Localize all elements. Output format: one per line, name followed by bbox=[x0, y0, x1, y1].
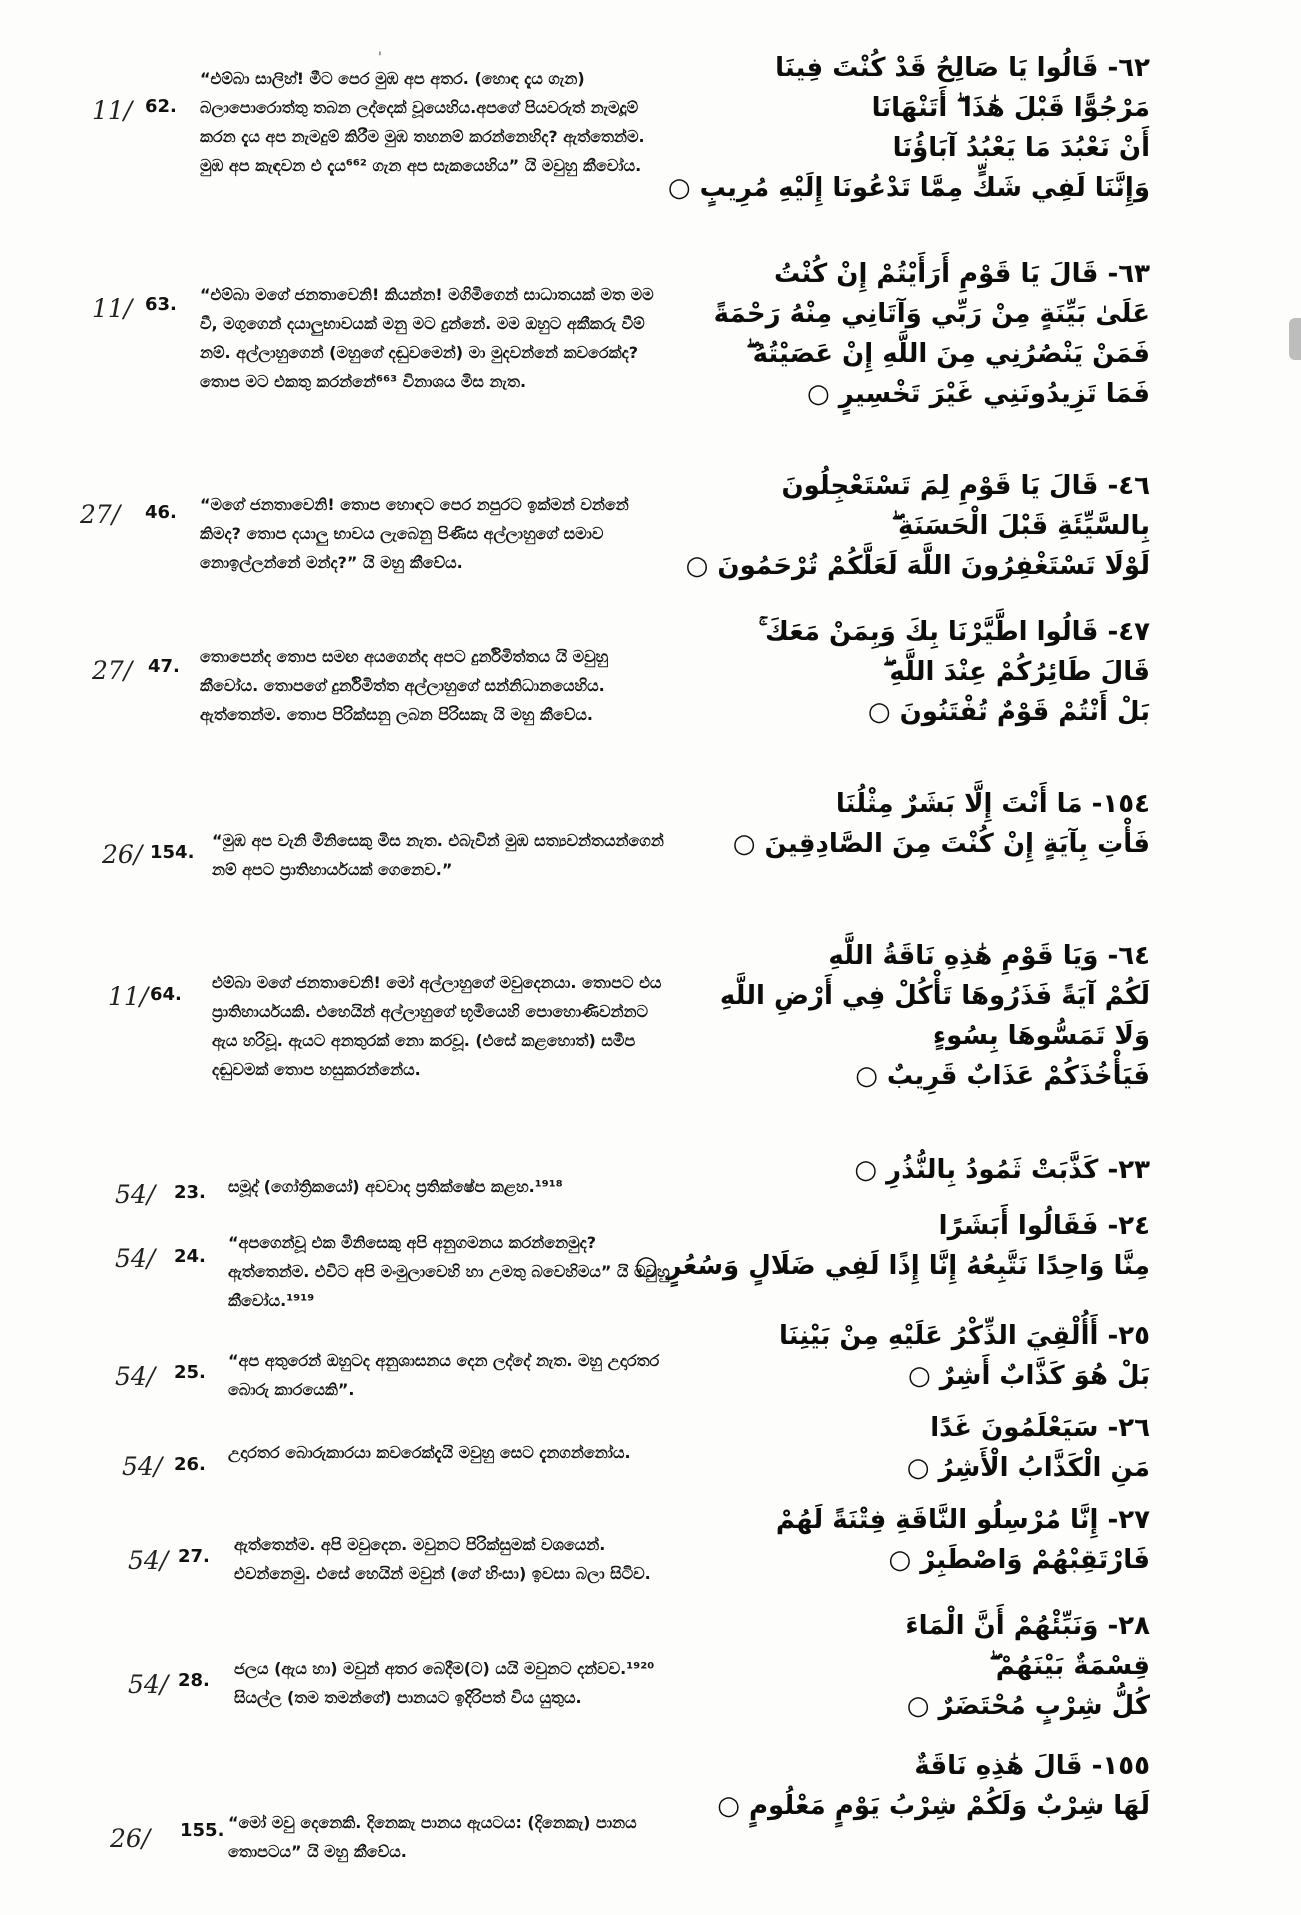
verse-reference: 54/ bbox=[122, 1452, 163, 1481]
page-mark: ' bbox=[378, 50, 382, 66]
verse-reference: 54/ bbox=[115, 1180, 156, 1209]
arabic-verse: ٦٣- قَالَ يَا قَوْمِ أَرَأَيْتُمْ إِنْ كُنْتُ عَلَىٰ بَيِّنَةٍ مِنْ رَبِّي وَآتَانِي مِنْهُ رَحْمَةً فَمَنْ يَنْصُرُنِي مِنَ اللَّهِ إِنْ عَصَيْتُهُ ۖ فَمَا تَزِيدُونَنِي غَيْرَ تَخْسِيرٍ ○ bbox=[713, 259, 1150, 409]
verse-number: 27. bbox=[178, 1546, 210, 1567]
arabic-verse: ٢٣- كَذَّبَتْ ثَمُودُ بِالنُّذُرِ ○ bbox=[854, 1155, 1150, 1185]
arabic-verse: ٢٨- وَنَبِّئْهُمْ أَنَّ الْمَاءَ قِسْمَةٌ بَيْنَهُمْ ۖ كُلُّ شِرْبٍ مُحْتَضَرٌ ○ bbox=[905, 1611, 1150, 1721]
verse-number: 26. bbox=[174, 1454, 206, 1475]
arabic-verse: ٢٧- إِنَّا مُرْسِلُو النَّاقَةِ فِتْنَةً لَهُمْ فَارْتَقِبْهُمْ وَاصْطَبِرْ ○ bbox=[775, 1505, 1150, 1575]
arabic-verse: ١٥٥- قَالَ هَٰذِهِ نَاقَةٌ لَهَا شِرْبٌ وَلَكُمْ شِرْبُ يَوْمٍ مَعْلُومٍ ○ bbox=[717, 1751, 1150, 1821]
verse-number: 25. bbox=[174, 1362, 206, 1383]
sinhala-translation: සමූද් (ගෝත්‍රිකයෝ) අවවාද ප්‍රතික්ෂේප කළහ.¹⁹¹⁸ bbox=[228, 1177, 563, 1196]
verse-reference: 11/ bbox=[92, 96, 133, 125]
verse-reference: 11/ bbox=[108, 982, 149, 1011]
arabic-verse: ٢٦- سَيَعْلَمُونَ غَدًا مَنِ الْكَذَّابُ الْأَشِرُ ○ bbox=[906, 1413, 1150, 1483]
verse-number: 46. bbox=[145, 502, 177, 523]
arabic-verse: ٤٧- قَالُوا اطَّيَّرْنَا بِكَ وَبِمَنْ مَعَكَ ۚ قَالَ طَائِرُكُمْ عِنْدَ اللَّهِ ۖ بَلْ أَنْتُمْ قَوْمٌ تُفْتَنُونَ ○ bbox=[758, 617, 1150, 727]
arabic-verse: ١٥٤- مَا أَنْتَ إِلَّا بَشَرٌ مِثْلُنَا فَأْتِ بِآيَةٍ إِنْ كُنْتَ مِنَ الصَّادِقِينَ ○ bbox=[732, 789, 1150, 859]
verse-number: 28. bbox=[178, 1670, 210, 1691]
sinhala-translation: එම්බා මගේ ජනතාවෙනි! මෝ අල්ලාහුගේ මවුදෙනයා. තොපට එය ප්‍රාතිහාර්යයකි. එහෙයින් අල්ලාහුගේ භූමියෙහි පොහොණිවන්නට ඇය හරිවූ. ඇයට අනතුරක් නො කරවූ. (එසේ කළහොත්) සමීප දඬුවමක් තොප හසුකරන්නේය. bbox=[212, 973, 662, 1079]
sinhala-translation: “මෝ මවු දෙනෙකි. දිනෙකැ පානය ඇයටය: (දිනෙකැ) පානය තොපටය” යි මහු කීවේය. bbox=[228, 1813, 637, 1861]
sinhala-translation: උදාරතර බොරුකාරයා කවරෙක්දැයි මවුහු සෙට දැනගන්නෝය. bbox=[228, 1443, 631, 1462]
sinhala-translation: “අපගෙන්වූ එක මිනිසෙකු අපි අනුගමනය කරන්නෙමුද? ඇත්තෙන්ම. එවිට අපි මංමුලාවෙහි හා උමතු බවෙහිමය” යි මවුහු කීවෝය.¹⁹¹⁹ bbox=[228, 1233, 670, 1310]
verse-number: 23. bbox=[174, 1182, 206, 1203]
sinhala-translation: “එම්බා මගේ ජනතාවෙනි! කියන්න! මගිමිගෙන් සාධාතයක් මත මම වී, මගුගෙන් දයාලුභාවයක් මනු මට දුන්නේ. මම ඔහුට අකීකරු වීම් නම්. අල්ලාහුගෙන් (මහුගේ දඬුවමෙන්) මා මුදවන්නේ කවරෙක්ද? තොප මට එකතු කරන්නේ⁶⁶³ විනාශය මිස නැත. bbox=[200, 285, 654, 391]
verse-reference: 27/ bbox=[80, 500, 121, 529]
verse-reference: 11/ bbox=[92, 294, 133, 323]
verse-number: 64. bbox=[150, 984, 182, 1005]
sinhala-translation: “මගේ ජනතාවෙනි! තොප හොඳට පෙර නපුරට ඉක්මන් වන්නේ කිමද? තොප දයාලු භාවය ලැබෙනු පිණිස අල්ලාහුගේ සමාව නොඉල්ලන්නේ මන්ද?” යි මහු කීවේය. bbox=[200, 495, 629, 572]
arabic-verse: ٢٤- فَقَالُوا أَبَشَرًا مِنَّا وَاحِدًا نَتَّبِعُهُ إِنَّا إِذًا لَفِي ضَلَالٍ وَسُعُرٍ ○ bbox=[634, 1211, 1150, 1281]
verse-number: 47. bbox=[148, 656, 180, 677]
arabic-verse: ٦٤- وَيَا قَوْمِ هَٰذِهِ نَاقَةُ اللَّهِ لَكُمْ آيَةً فَذَرُوهَا تَأْكُلْ فِي أَرْضِ اللَّهِ وَلَا تَمَسُّوهَا بِسُوءٍ فَيَأْخُذَكُمْ عَذَابٌ قَرِيبٌ ○ bbox=[719, 941, 1150, 1091]
verse-number: 63. bbox=[145, 294, 177, 315]
sinhala-translation: තොපෙන්ද තොප සමඟ අයගෙන්ද අපට දුර්නිමිත්තය යි මවුහු කීවෝය. තොපගේ දුර්නිමිත්ත අල්ලාහුගේ සන්නිධානයෙහිය. ඇත්තෙන්ම. තොප පිරික්සනු ලබන පිරිසකැ යි මහු කීවේය. bbox=[200, 647, 609, 724]
verse-reference: 27/ bbox=[92, 656, 133, 685]
verse-number: 154. bbox=[150, 842, 195, 863]
sinhala-translation: ඇත්තෙන්ම. අපි මවුදෙන. මවුනට පිරික්සුමක් වශයෙන්. එවන්නෙමු. එසේ හෙයින් මවුන් (ගේ හිංසා) ඉවසා බලා සිටිව. bbox=[234, 1535, 651, 1583]
arabic-verse: ٦٢- قَالُوا يَا صَالِحُ قَدْ كُنْتَ فِينَا مَرْجُوًّا قَبْلَ هَٰذَا ۖ أَتَنْهَانَا أَنْ نَعْبُدَ مَا يَعْبُدُ آبَاؤُنَا وَإِنَّنَا لَفِي شَكٍّ مِمَّا تَدْعُونَا إِلَيْهِ مُرِيبٍ ○ bbox=[667, 53, 1150, 203]
verse-reference: 54/ bbox=[115, 1244, 156, 1273]
verse-reference: 26/ bbox=[110, 1824, 151, 1853]
verse-number: 24. bbox=[174, 1246, 206, 1267]
verse-reference: 54/ bbox=[128, 1670, 169, 1699]
verse-number: 62. bbox=[145, 96, 177, 117]
verse-reference: 54/ bbox=[115, 1362, 156, 1391]
sinhala-translation: “මුඹ අප වැනි මිනිසෙකු මිස නැත. එබැවින් මුඹ සත්‍යවන්තයන්ගෙන් නම් අපට ප්‍රාතිහාර්යයක් ගෙනෙව.” bbox=[212, 831, 664, 879]
verse-reference: 54/ bbox=[128, 1546, 169, 1575]
sinhala-translation: ජලය (ඇය හා) මවුන් අතර බෙදීම(ට) යයි මවුනට දන්වව.¹⁹²⁰ සියල්ල (තම තමන්ගේ) පානයට ඉදිරිපත් විය යුතුය. bbox=[234, 1659, 655, 1707]
sinhala-translation: “අප අතුරෙන් ඔහුටද අනුශාසනය දෙන ලද්දේ නැත. මහු උදාරතර බොරු කාරයෙකි”. bbox=[228, 1351, 660, 1399]
arabic-verse: ٤٦- قَالَ يَا قَوْمِ لِمَ تَسْتَعْجِلُونَ بِالسَّيِّئَةِ قَبْلَ الْحَسَنَةِ ۖ لَوْلَا تَسْتَغْفِرُونَ اللَّهَ لَعَلَّكُمْ تُرْحَمُونَ ○ bbox=[685, 471, 1150, 581]
scrollbar-handle[interactable] bbox=[1289, 318, 1301, 360]
sinhala-translation: “එම්බා සාලිහ්! මීට පෙර මුඹ අප අතර. (හොඳ දැය ගැන) බලාපොරොත්තු තබන ලද්දෙක් වූයෙහිය.අපගේ පියවරුත් නැමදූම් කරන දැය අප නැමදුම් කිරීම මුඹ තහනම් කරන්නෙහිද? ඇත්තෙන්ම. මුඹ අප කැඳවන එ දැය⁶⁶² ගැන අප සැකයෙහිය” යි මවුහු කීවෝය. bbox=[200, 69, 645, 175]
verse-reference: 26/ bbox=[102, 840, 143, 869]
arabic-verse: ٢٥- أَأُلْقِيَ الذِّكْرُ عَلَيْهِ مِنْ بَيْنِنَا بَلْ هُوَ كَذَّابٌ أَشِرٌ ○ bbox=[778, 1321, 1150, 1391]
verse-number: 155. bbox=[180, 1820, 225, 1841]
